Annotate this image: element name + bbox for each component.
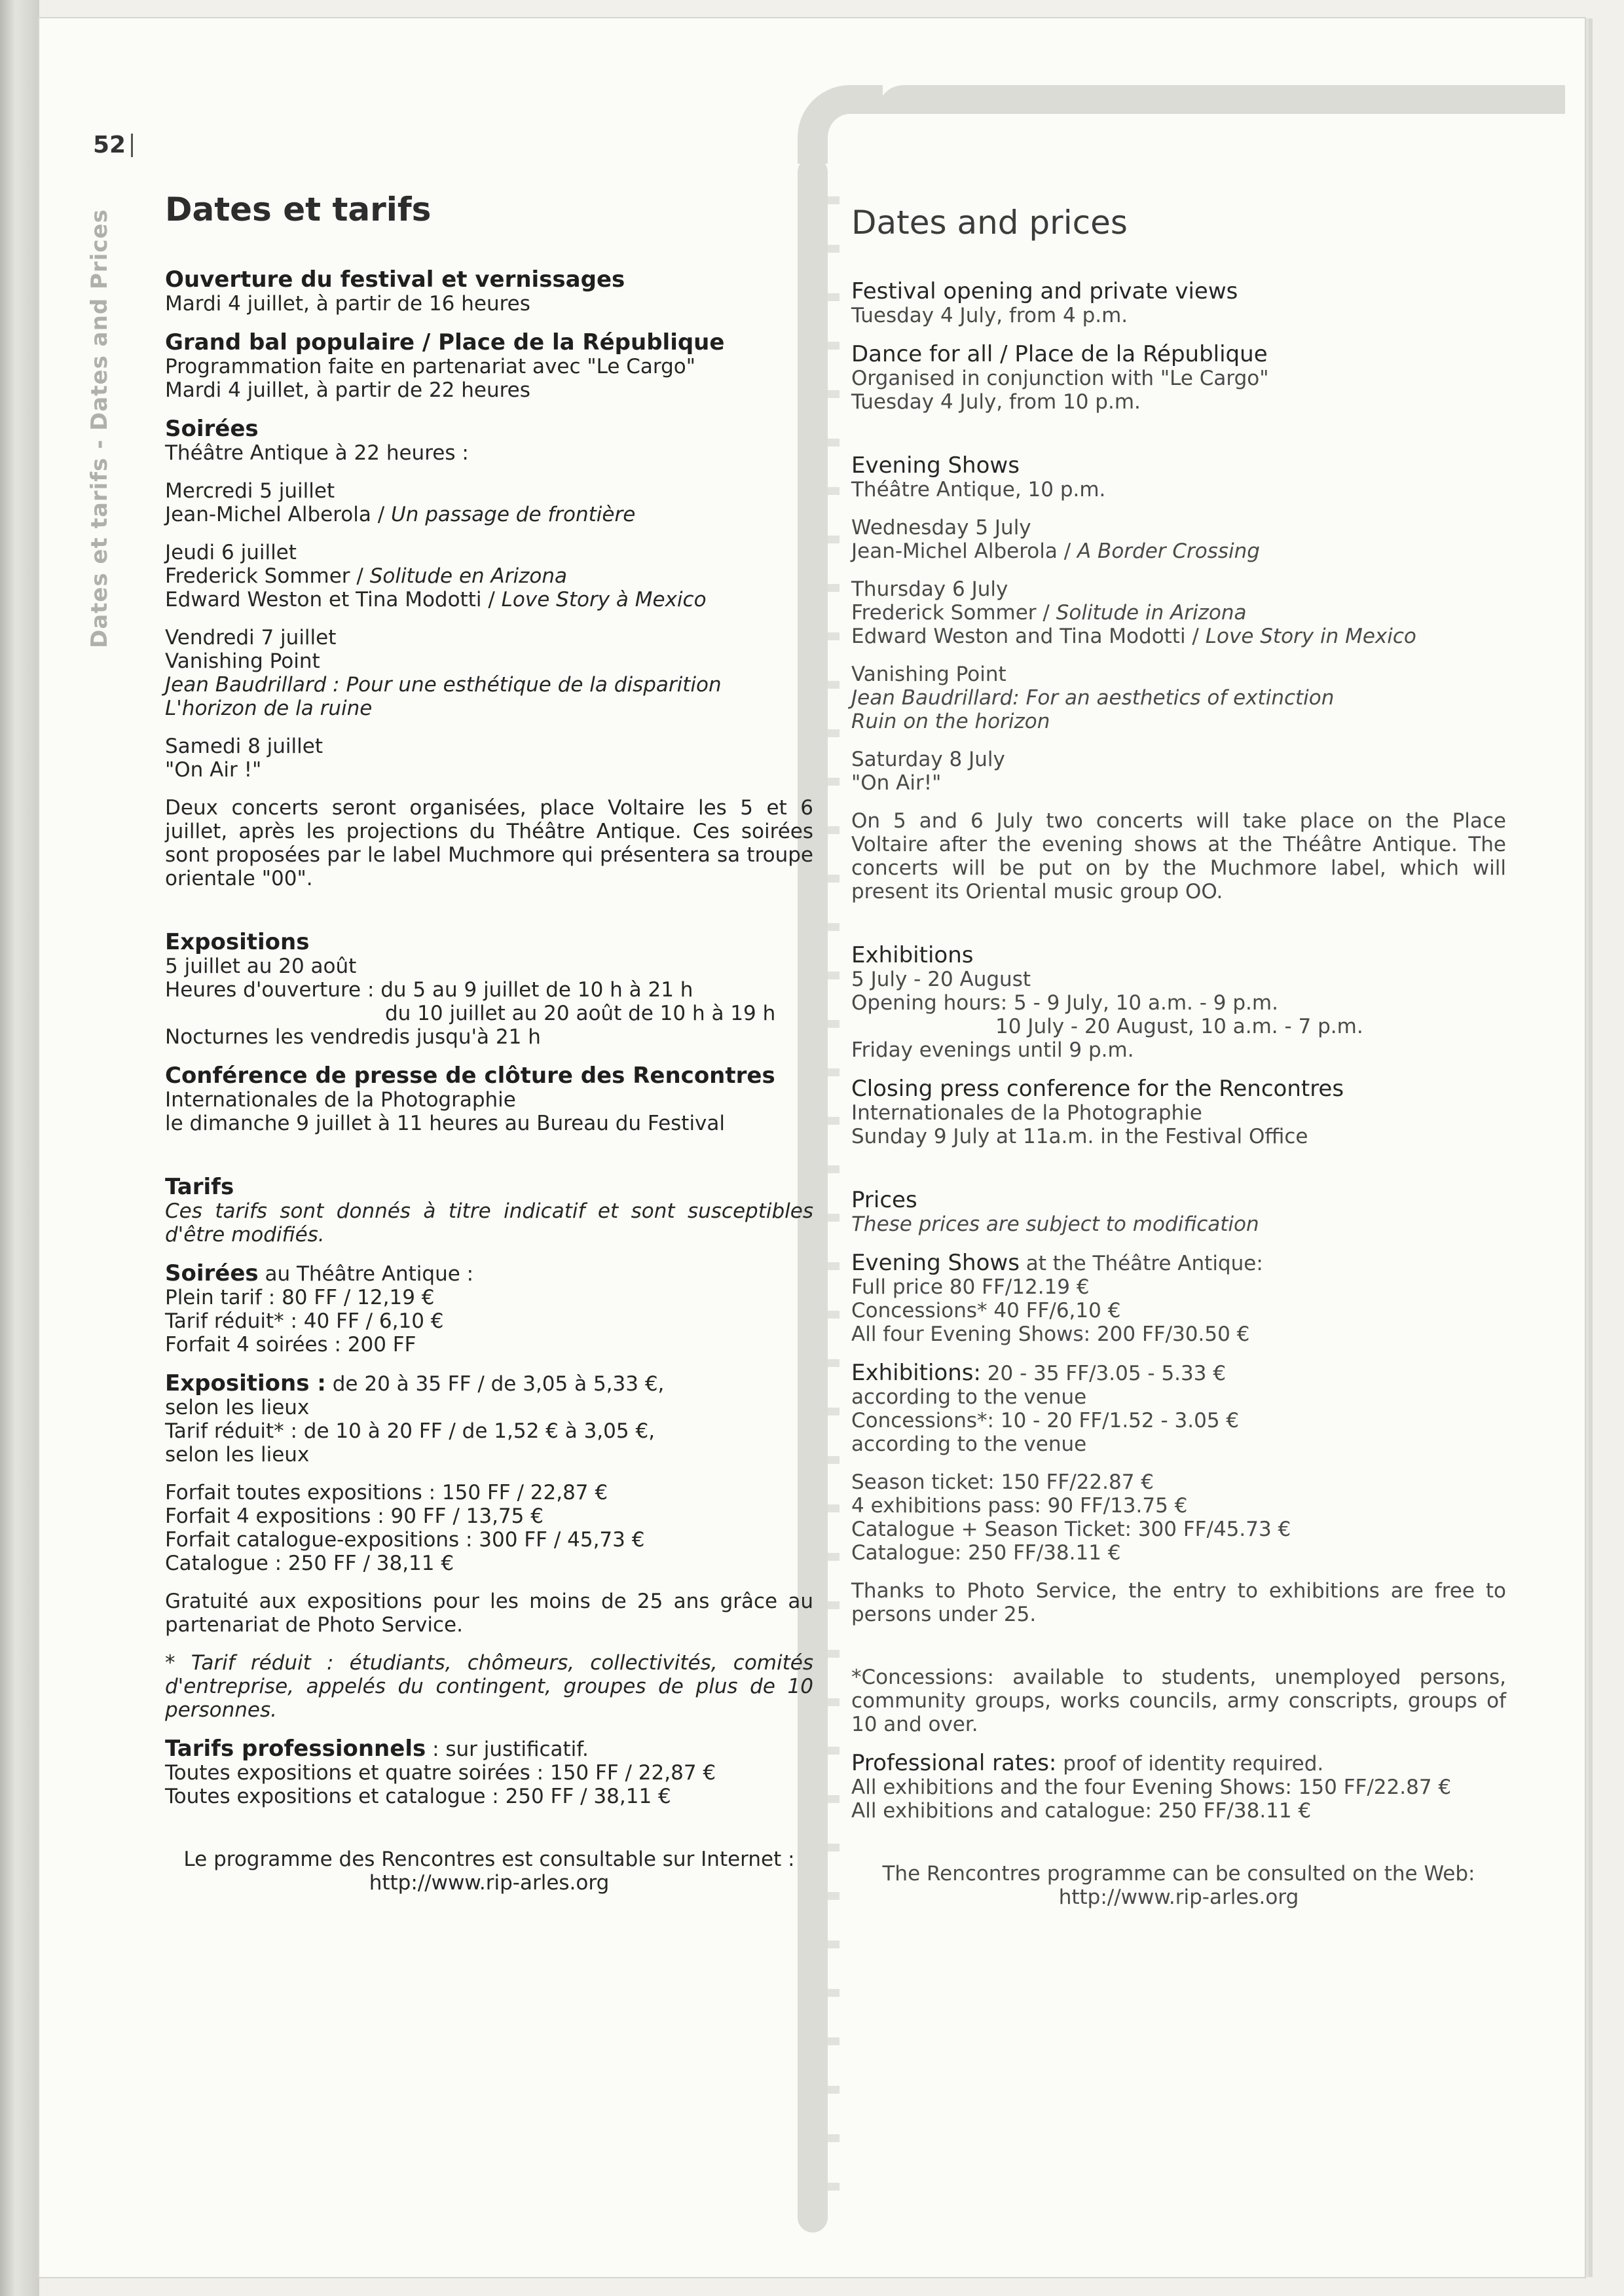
tarif-expos-fr bbox=[165, 1371, 813, 1467]
film-strip-notch bbox=[828, 1553, 840, 1561]
saturday-en bbox=[851, 748, 1506, 795]
gratuite-fr bbox=[165, 1590, 813, 1637]
film-strip-notch bbox=[828, 681, 840, 689]
text-line: Organised in conjunction with "Le Cargo" bbox=[851, 367, 1269, 390]
film-strip-notch bbox=[828, 439, 840, 446]
film-strip-notch bbox=[828, 1941, 840, 1948]
film-strip-notch bbox=[828, 778, 840, 786]
film-strip-notch bbox=[828, 1698, 840, 1706]
artist-name: Frederick Sommer / bbox=[165, 564, 370, 588]
film-strip-notch bbox=[828, 293, 840, 301]
film-strip-notch bbox=[828, 1795, 840, 1803]
date-line: Mercredi 5 juillet bbox=[165, 479, 335, 503]
price-evening-en bbox=[851, 1250, 1506, 1346]
section-heading: Ouverture du festival et vernissages bbox=[165, 266, 625, 293]
concerts-fr bbox=[165, 796, 813, 890]
opening-section-fr bbox=[165, 267, 813, 316]
thursday-en bbox=[851, 577, 1506, 648]
text-line: 10 July - 20 August, 10 a.m. - 7 p.m. bbox=[995, 1015, 1363, 1038]
text-span: au Théâtre Antique : bbox=[258, 1262, 474, 1286]
film-strip-notch bbox=[828, 1359, 840, 1367]
tarifs-section-fr bbox=[165, 1175, 813, 1247]
text-span: de 20 à 35 FF / de 3,05 à 5,33 €, bbox=[325, 1372, 665, 1396]
thursday-fr bbox=[165, 541, 813, 611]
film-strip-notch bbox=[828, 196, 840, 204]
pro-en bbox=[851, 1751, 1506, 1823]
subheading: Exhibitions: bbox=[851, 1360, 981, 1386]
price-line: selon les lieux bbox=[165, 1396, 310, 1419]
text-line: "On Air!" bbox=[851, 771, 942, 795]
text-line bbox=[165, 588, 813, 611]
price-line: according to the venue bbox=[851, 1432, 1087, 1456]
artist-name: Frederick Sommer / bbox=[851, 601, 1056, 625]
date-line: Jeudi 6 juillet bbox=[165, 541, 297, 564]
text-line: Mardi 4 juillet, à partir de 16 heures bbox=[165, 292, 530, 316]
reduit-note-fr bbox=[165, 1651, 813, 1722]
show-title: Love Story à Mexico bbox=[501, 588, 707, 611]
subheading-bold: Soirées bbox=[165, 1260, 259, 1286]
text-line: Opening hours: 5 - 9 July, 10 a.m. - 9 p.m. bbox=[851, 991, 1278, 1015]
film-strip-notch bbox=[828, 1747, 840, 1755]
date-line: Wednesday 5 July bbox=[851, 516, 1031, 539]
side-running-title: Dates et tarifs - Dates and Prices bbox=[86, 209, 113, 648]
bal-section-fr bbox=[165, 330, 813, 402]
film-strip-notch bbox=[828, 1892, 840, 1900]
book-binding bbox=[0, 0, 39, 2296]
film-strip-notch bbox=[828, 487, 840, 495]
section-heading: Festival opening and private views bbox=[851, 278, 1238, 304]
page-number: 52 bbox=[93, 134, 133, 157]
show-title: Solitude in Arizona bbox=[1056, 601, 1247, 625]
section-heading: Expositions bbox=[165, 929, 310, 955]
bal-section-en bbox=[851, 342, 1506, 414]
text-line: Théâtre Antique à 22 heures : bbox=[165, 441, 469, 465]
evening-section-en bbox=[851, 453, 1506, 501]
text-line: du 10 juillet au 20 août de 10 h à 19 h bbox=[385, 1002, 776, 1025]
text-line: Friday evenings until 9 p.m. bbox=[851, 1038, 1134, 1062]
film-strip-notch bbox=[828, 1504, 840, 1512]
text-line: Mardi 4 juillet, à partir de 22 heures bbox=[165, 378, 530, 402]
footer-line: Le programme des Rencontres est consultable sur Internet : bbox=[183, 1848, 795, 1871]
gratuite-paragraph: Gratuité aux expositions pour les moins de 25 ans grâce au partenariat de Photo Service. bbox=[165, 1590, 813, 1637]
price-line: All four Evening Shows: 200 FF/30.50 € bbox=[851, 1322, 1250, 1346]
film-strip-notch bbox=[828, 1408, 840, 1415]
price-line: Catalogue : 250 FF / 38,11 € bbox=[165, 1552, 454, 1575]
conference-section-en bbox=[851, 1076, 1506, 1148]
text-line: L'horizon de la ruine bbox=[165, 697, 373, 720]
film-strip-notch bbox=[828, 1165, 840, 1173]
film-strip-notch bbox=[828, 2037, 840, 2045]
exhibitions-section-en bbox=[851, 943, 1506, 1062]
wednesday-en bbox=[851, 516, 1506, 563]
film-strip-notch bbox=[828, 1650, 840, 1658]
section-heading: Grand bal populaire / Place de la République bbox=[165, 329, 725, 355]
film-strip-notch bbox=[828, 245, 840, 253]
film-strip-notch bbox=[828, 826, 840, 834]
text-line: Jean Baudrillard: For an aesthetics of extinction bbox=[851, 686, 1335, 710]
footer-en bbox=[851, 1862, 1506, 1909]
text-span: at the Théâtre Antique: bbox=[1019, 1252, 1263, 1275]
price-line: Plein tarif : 80 FF / 12,19 € bbox=[165, 1286, 435, 1309]
date-line: Vendredi 7 juillet bbox=[165, 626, 337, 649]
film-strip-notch bbox=[828, 1311, 840, 1319]
section-heading: Evening Shows bbox=[851, 452, 1020, 479]
thanks-en bbox=[851, 1579, 1506, 1626]
artist-name: Edward Weston et Tina Modotti / bbox=[165, 588, 502, 611]
subheading: Evening Shows bbox=[851, 1250, 1020, 1276]
text-line bbox=[165, 503, 813, 526]
film-strip-notch bbox=[828, 1117, 840, 1125]
text-line: Programmation faite en partenariat avec "Le Cargo" bbox=[165, 355, 696, 378]
film-strip-notch bbox=[828, 342, 840, 350]
price-line: All exhibitions and catalogue: 250 FF/38.11 € bbox=[851, 1799, 1312, 1823]
text-line bbox=[165, 564, 813, 588]
expositions-section-fr bbox=[165, 930, 813, 1049]
price-line: Forfait 4 soirées : 200 FF bbox=[165, 1333, 416, 1357]
website-link[interactable]: http://www.rip-arles.org bbox=[369, 1871, 610, 1895]
price-line: Tarif réduit* : de 10 à 20 FF / de 1,52 € à 3,05 €, bbox=[165, 1419, 655, 1443]
price-line: All exhibitions and the four Evening Shows: 150 FF/22.87 € bbox=[851, 1776, 1452, 1799]
price-line: Season ticket: 150 FF/22.87 € bbox=[851, 1470, 1154, 1494]
text-line: Sunday 9 July at 11a.m. in the Festival Office bbox=[851, 1125, 1308, 1148]
show-title: Un passage de frontière bbox=[391, 503, 636, 526]
reduit-note: * Tarif réduit : étudiants, chômeurs, collectivités, comités d'entreprise, appelés du contingent, groupes de plus de 10 personnes. bbox=[165, 1651, 813, 1722]
film-strip-notch bbox=[828, 923, 840, 931]
text-line: Heures d'ouverture : du 5 au 9 juillet de 10 h à 21 h bbox=[165, 978, 693, 1002]
tarifs-note: Ces tarifs sont donnés à titre indicatif et sont susceptibles d'être modifiés. bbox=[165, 1199, 813, 1247]
price-line: Concessions*: 10 - 20 FF/1.52 - 3.05 € bbox=[851, 1409, 1240, 1432]
prices-section-en bbox=[851, 1188, 1506, 1236]
price-line: Tarif réduit* : 40 FF / 6,10 € bbox=[165, 1309, 444, 1333]
text-line: le dimanche 9 juillet à 11 heures au Bureau du Festival bbox=[165, 1112, 726, 1135]
season-en bbox=[851, 1470, 1506, 1565]
film-strip-notch bbox=[828, 632, 840, 640]
film-strip-notch bbox=[828, 1456, 840, 1464]
film-strip-notch bbox=[828, 1601, 840, 1609]
concerts-en bbox=[851, 809, 1506, 903]
forfaits-fr bbox=[165, 1481, 813, 1575]
text-line: Jean Baudrillard : Pour une esthétique de la disparition bbox=[165, 673, 722, 697]
film-strip-notch bbox=[828, 536, 840, 543]
section-heading: Dance for all / Place de la République bbox=[851, 341, 1268, 367]
prices-note: These prices are subject to modification bbox=[851, 1212, 1259, 1236]
film-strip-notch bbox=[828, 1214, 840, 1222]
concerts-paragraph: On 5 and 6 July two concerts will take place on the Place Voltaire after the evening shows at the Théâtre Antique. The concerts will be put on by the Muchmore label, which will present its Oriental music group OO. bbox=[851, 809, 1506, 903]
soirees-section-fr bbox=[165, 416, 813, 465]
text-line: Vanishing Point bbox=[851, 663, 1006, 686]
thanks-paragraph: Thanks to Photo Service, the entry to exhibitions are free to persons under 25. bbox=[851, 1579, 1506, 1626]
concession-note: *Concessions: available to students, unemployed persons, community groups, works councils, army conscripts, groups of 10 and over. bbox=[851, 1666, 1506, 1736]
price-line: Full price 80 FF/12.19 € bbox=[851, 1275, 1090, 1299]
conference-section-fr bbox=[165, 1063, 813, 1135]
price-line: Forfait 4 expositions : 90 FF / 13,75 € bbox=[165, 1504, 544, 1528]
text-line: Vanishing Point bbox=[165, 649, 320, 673]
film-strip-notch bbox=[828, 1262, 840, 1270]
price-line: Forfait toutes expositions : 150 FF / 22,87 € bbox=[165, 1481, 608, 1504]
price-exhib-en bbox=[851, 1360, 1506, 1456]
friday-en bbox=[851, 663, 1506, 733]
section-heading: Closing press conference for the Rencontres bbox=[851, 1076, 1344, 1102]
film-strip-notch bbox=[828, 2134, 840, 2142]
price-line: Forfait catalogue-expositions : 300 FF / 45,73 € bbox=[165, 1528, 645, 1552]
tarif-soirees-fr bbox=[165, 1261, 813, 1357]
text-span: 20 - 35 FF/3.05 - 5.33 € bbox=[980, 1362, 1227, 1385]
show-title: A Border Crossing bbox=[1077, 539, 1260, 563]
subheading-bold: Expositions : bbox=[165, 1370, 326, 1396]
section-heading: Tarifs bbox=[165, 1174, 234, 1200]
film-strip-notch bbox=[828, 2086, 840, 2094]
film-strip-notch bbox=[828, 2183, 840, 2191]
page-title-fr: Dates et tarifs bbox=[165, 191, 432, 228]
film-strip-notch bbox=[828, 584, 840, 592]
pro-fr bbox=[165, 1736, 813, 1808]
text-line: Ruin on the horizon bbox=[851, 710, 1050, 733]
show-title: Love Story in Mexico bbox=[1205, 625, 1416, 648]
film-strip-notch bbox=[828, 1844, 840, 1851]
text-line: Internationales de la Photographie bbox=[165, 1088, 516, 1112]
film-strip-notch bbox=[828, 1068, 840, 1076]
text-span: : sur justificatif. bbox=[426, 1738, 589, 1761]
film-strip-frame-top bbox=[877, 85, 1565, 114]
text-line: Théâtre Antique, 10 p.m. bbox=[851, 478, 1106, 501]
text-line: Internationales de la Photographie bbox=[851, 1101, 1202, 1125]
price-line: according to the venue bbox=[851, 1385, 1087, 1409]
saturday-fr bbox=[165, 735, 813, 782]
footer-fr bbox=[165, 1848, 813, 1895]
section-heading: Conférence de presse de clôture des Rencontres bbox=[165, 1063, 775, 1089]
price-line: Toutes expositions et quatre soirées : 150 FF / 22,87 € bbox=[165, 1761, 716, 1785]
film-strip-notch bbox=[828, 390, 840, 398]
date-line: Thursday 6 July bbox=[851, 577, 1008, 601]
section-heading: Prices bbox=[851, 1187, 917, 1213]
price-line: Catalogue + Season Ticket: 300 FF/45.73 € bbox=[851, 1518, 1291, 1541]
price-line: selon les lieux bbox=[165, 1443, 310, 1467]
film-strip-notch bbox=[828, 1020, 840, 1028]
footer-line: The Rencontres programme can be consulted on the Web: bbox=[882, 1862, 1475, 1886]
text-line: 5 July - 20 August bbox=[851, 968, 1031, 991]
text-line: Tuesday 4 July, from 4 p.m. bbox=[851, 304, 1128, 327]
text-line: Tuesday 4 July, from 10 p.m. bbox=[851, 390, 1141, 414]
price-line: Catalogue: 250 FF/38.11 € bbox=[851, 1541, 1121, 1565]
artist-name: Jean-Michel Alberola / bbox=[165, 503, 391, 526]
price-line: Toutes expositions et catalogue : 250 FF / 38,11 € bbox=[165, 1785, 671, 1808]
date-line: Samedi 8 juillet bbox=[165, 735, 323, 758]
opening-section-en bbox=[851, 279, 1506, 327]
concession-note-en bbox=[851, 1666, 1506, 1736]
english-column bbox=[851, 203, 1506, 1923]
text-line: Nocturnes les vendredis jusqu'à 21 h bbox=[165, 1025, 541, 1049]
wednesday-fr bbox=[165, 479, 813, 526]
film-strip-notch bbox=[828, 1989, 840, 1997]
subheading: Professional rates: bbox=[851, 1750, 1057, 1776]
price-line: 4 exhibitions pass: 90 FF/13.75 € bbox=[851, 1494, 1188, 1518]
film-strip-notch bbox=[828, 972, 840, 979]
text-line: "On Air !" bbox=[165, 758, 262, 782]
section-heading: Exhibitions bbox=[851, 942, 974, 968]
subheading-bold: Tarifs professionnels bbox=[165, 1736, 426, 1762]
price-line: Concessions* 40 FF/6,10 € bbox=[851, 1299, 1121, 1322]
film-strip-notch bbox=[828, 729, 840, 737]
concerts-paragraph: Deux concerts seront organisées, place Voltaire les 5 et 6 juillet, après les projections du Théâtre Antique. Ces soirées sont proposées par le label Muchmore qui présentera sa troupe orientale "00". bbox=[165, 796, 813, 890]
show-title: Solitude en Arizona bbox=[369, 564, 567, 588]
artist-name: Jean-Michel Alberola / bbox=[851, 539, 1077, 563]
section-heading: Soirées bbox=[165, 416, 259, 442]
french-column bbox=[165, 190, 813, 1909]
artist-name: Edward Weston and Tina Modotti / bbox=[851, 625, 1206, 648]
page-title-en: Dates and prices bbox=[851, 204, 1128, 242]
website-link[interactable]: http://www.rip-arles.org bbox=[1058, 1886, 1299, 1909]
film-strip-notch bbox=[828, 875, 840, 883]
date-line: Saturday 8 July bbox=[851, 748, 1005, 771]
text-span: proof of identity required. bbox=[1056, 1752, 1324, 1776]
text-line: 5 juillet au 20 août bbox=[165, 955, 357, 978]
friday-fr bbox=[165, 626, 813, 720]
